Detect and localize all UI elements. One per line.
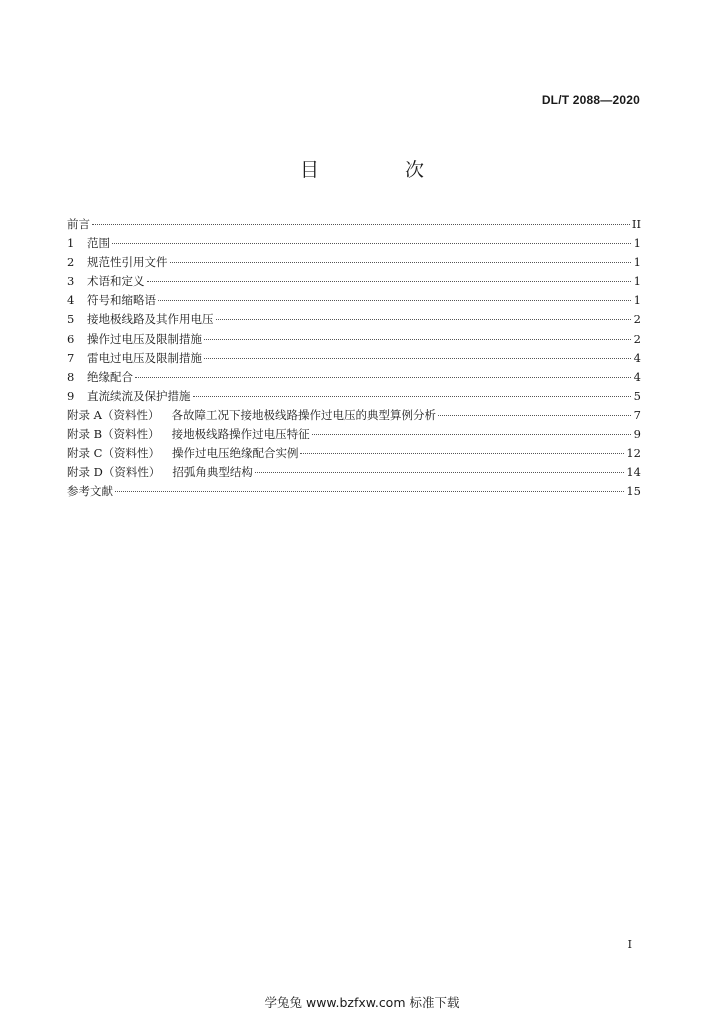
watermark-footer: 学兔兔 www.bzfxw.com 标准下载 xyxy=(264,995,460,1010)
toc-entry-label: 招弧角典型结构 xyxy=(172,465,253,480)
toc-leader-dots xyxy=(193,396,632,397)
toc-entry-page: 5 xyxy=(633,388,641,403)
toc-leader-dots xyxy=(255,472,624,473)
toc-entry[interactable] xyxy=(67,349,641,368)
toc-entry-number: 6 xyxy=(67,331,75,346)
toc-entry-number: 7 xyxy=(67,350,75,365)
toc-leader-dots xyxy=(158,300,631,301)
toc-leader-dots xyxy=(170,262,632,263)
toc-leader-dots xyxy=(312,434,631,435)
toc-entry[interactable] xyxy=(67,482,641,501)
toc-entry-page: 1 xyxy=(633,255,641,270)
toc-entry-number: 8 xyxy=(67,369,75,384)
table-of-contents xyxy=(67,215,641,501)
toc-appendix-prefix: 附录 B（资料性） xyxy=(67,427,160,442)
toc-appendix-prefix: 附录 D（资料性） xyxy=(67,465,161,480)
toc-appendix-prefix: 附录 A（资料性） xyxy=(67,407,160,422)
toc-leader-dots xyxy=(204,339,631,340)
toc-entry[interactable] xyxy=(67,310,641,329)
toc-entry-number: 9 xyxy=(67,388,75,403)
toc-entry-number: 5 xyxy=(67,312,75,327)
toc-entry[interactable] xyxy=(67,272,641,291)
toc-leader-dots xyxy=(147,281,632,282)
toc-entry-label: 绝缘配合 xyxy=(87,369,133,384)
toc-entry-label: 直流续流及保护措施 xyxy=(87,388,191,403)
toc-appendix-prefix: 附录 C（资料性） xyxy=(67,446,160,461)
toc-leader-dots xyxy=(135,377,631,378)
toc-entry-number: 3 xyxy=(67,274,75,289)
toc-entry[interactable] xyxy=(67,387,641,406)
document-code: DL/T 2088—2020 xyxy=(541,93,640,107)
toc-entry-page: II xyxy=(631,217,641,231)
toc-entry-number: 2 xyxy=(67,255,75,270)
toc-entry-page: 2 xyxy=(633,312,641,327)
toc-entry-page: 1 xyxy=(633,274,641,289)
toc-entry-page: 14 xyxy=(626,465,641,480)
toc-entry[interactable] xyxy=(67,253,641,272)
toc-entry-label: 接地极线路操作过电压特征 xyxy=(171,427,310,442)
toc-entry[interactable] xyxy=(67,291,641,310)
toc-entry-page: 12 xyxy=(626,446,641,461)
toc-leader-dots xyxy=(438,415,631,416)
toc-entry-label: 各故障工况下接地极线路操作过电压的典型算例分析 xyxy=(171,407,436,422)
toc-entry-number: 4 xyxy=(67,293,75,308)
toc-leader-dots xyxy=(92,224,630,225)
toc-entry-page: 4 xyxy=(633,350,641,365)
toc-entry-number: 1 xyxy=(67,236,75,251)
toc-entry-appendix[interactable] xyxy=(67,406,641,425)
toc-entry-label: 符号和缩略语 xyxy=(87,293,156,308)
toc-entry-page: 9 xyxy=(633,427,641,442)
toc-entry[interactable] xyxy=(67,330,641,349)
toc-leader-dots xyxy=(115,491,624,492)
toc-entry-page: 2 xyxy=(633,331,641,346)
toc-entry-page: 15 xyxy=(626,484,641,499)
toc-leader-dots xyxy=(112,243,631,244)
toc-entry-appendix[interactable] xyxy=(67,444,641,463)
page-number: I xyxy=(627,938,632,951)
toc-leader-dots xyxy=(204,358,631,359)
toc-entry[interactable] xyxy=(67,234,641,253)
toc-entry-label: 范围 xyxy=(87,236,110,251)
toc-entry-label: 参考文献 xyxy=(67,484,113,499)
toc-entry-label: 前言 xyxy=(67,217,90,231)
toc-entry-appendix[interactable] xyxy=(67,425,641,444)
toc-entry-page: 1 xyxy=(633,236,641,251)
toc-leader-dots xyxy=(300,453,624,454)
toc-entry-label: 雷电过电压及限制措施 xyxy=(87,350,202,365)
toc-entry[interactable] xyxy=(67,215,641,234)
toc-entry-page: 1 xyxy=(633,293,641,308)
toc-entry-page: 7 xyxy=(633,407,641,422)
toc-entry-label: 接地极线路及其作用电压 xyxy=(87,312,214,327)
page-title: 目 次 xyxy=(299,159,465,181)
toc-entry-page: 4 xyxy=(633,369,641,384)
toc-entry-appendix[interactable] xyxy=(67,463,641,482)
toc-entry-label: 术语和定义 xyxy=(87,274,145,289)
toc-entry-label: 规范性引用文件 xyxy=(87,255,168,270)
toc-leader-dots xyxy=(216,319,632,320)
toc-entry-label: 操作过电压及限制措施 xyxy=(87,331,202,346)
toc-entry[interactable] xyxy=(67,368,641,387)
toc-entry-label: 操作过电压绝缘配合实例 xyxy=(171,446,299,461)
